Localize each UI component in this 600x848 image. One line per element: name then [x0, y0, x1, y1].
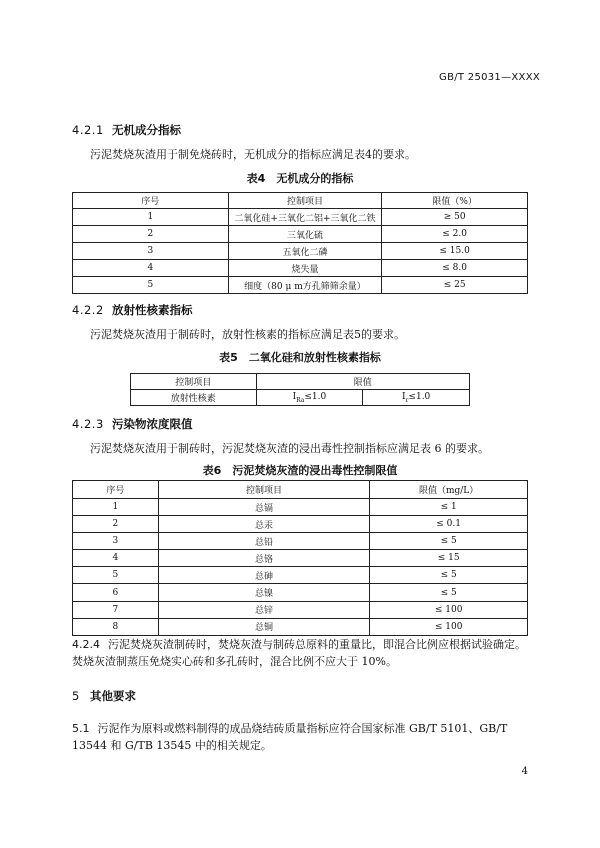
paragraph-4-2-4	[72, 636, 530, 670]
table-cell: $I_{Ra}\le 1.0$	[256, 390, 363, 406]
table-cell: ≤ 5	[370, 567, 528, 584]
header-cell: 序号	[73, 193, 229, 209]
section-title: 其他要求	[90, 689, 136, 703]
table4-caption: 表4 无机成分的指标	[246, 172, 354, 185]
table-row	[73, 584, 528, 601]
table-cell: 6	[73, 584, 159, 601]
table-cell: ≤ 100	[370, 618, 528, 635]
table-row	[73, 618, 528, 635]
table-row	[73, 550, 528, 567]
table-cell: 总镉	[158, 499, 369, 516]
table-cell: 1	[73, 209, 229, 226]
section-title: 放射性核素指标	[112, 303, 193, 317]
header-cell: 控制项目	[228, 193, 382, 209]
paragraph-5-1	[72, 720, 530, 754]
table-row	[73, 209, 528, 226]
section-heading-5	[72, 688, 136, 704]
table-row	[73, 226, 528, 243]
table-cell: 8	[73, 618, 159, 635]
table-cell: 五氧化二磷	[228, 243, 382, 260]
table-cell: 细度（80 μ m方孔筛筛余量）	[228, 277, 382, 294]
table-row	[73, 516, 528, 533]
table-cell: 总锌	[158, 601, 369, 618]
table-cell: 总铬	[158, 550, 369, 567]
section-number: 5	[72, 689, 80, 703]
table-row	[73, 499, 528, 516]
table-cell: $I_r\le 1.0$	[363, 390, 470, 406]
table-cell: ≤ 5	[370, 584, 528, 601]
section-heading-4-2-2	[72, 302, 193, 318]
section-title: 无机成分指标	[112, 123, 181, 137]
table-row	[73, 277, 528, 294]
section-number: 4.2.2	[72, 303, 104, 317]
table-cell: 3	[73, 533, 159, 550]
table-cell: 二氧化硅+三氧化二铝+三氧化二铁	[228, 209, 382, 226]
header-cell: 限值（mg/L）	[370, 481, 528, 499]
table-radionuclides	[130, 373, 470, 406]
section-heading-4-2-3	[72, 416, 193, 432]
section-title: 污染物浓度限值	[112, 417, 193, 431]
section-number: 5.1	[72, 722, 90, 735]
paragraph-text: 污泥焚烧灰渣制砖时，焚烧灰渣与制砖总原料的重量比，即混合比例应根据试验确定。焚烧灰渣制蒸压免烧实心砖和多孔砖时，混合比例不应大于 10%。	[72, 638, 526, 668]
table-cell: 5	[73, 277, 229, 294]
table-cell: ≤ 100	[370, 601, 528, 618]
table-cell: 2	[73, 516, 159, 533]
table-cell: 总汞	[158, 516, 369, 533]
table-cell: 总镍	[158, 584, 369, 601]
table-header-row	[73, 481, 528, 499]
table-row	[73, 260, 528, 277]
table-cell: 5	[73, 567, 159, 584]
table-row	[73, 533, 528, 550]
header-cell: 控制项目	[131, 374, 257, 390]
table-cell: 放射性核素	[131, 390, 257, 406]
table-cell: ≤ 25	[382, 277, 528, 294]
table-cell: ≤ 2.0	[382, 226, 528, 243]
section-heading-4-2-1	[72, 122, 181, 138]
paragraph-4-2-1: 污泥焚烧灰渣用于制免烧砖时，无机成分的指标应满足表4的要求。	[90, 148, 416, 161]
table-cell: 总铜	[158, 618, 369, 635]
table-row	[73, 567, 528, 584]
paragraph-text: 污泥作为原料或燃料制得的成品烧结砖质量指标应符合国家标准 GB/T 5101、GB/T 13544 和 G/TB 13545 中的相关规定。	[72, 722, 508, 752]
table-cell: 7	[73, 601, 159, 618]
table5-caption: 表5 二氧化硅和放射性核素指标	[219, 351, 381, 364]
section-number: 4.2.3	[72, 417, 104, 431]
table-cell: ≤ 15	[370, 550, 528, 567]
table-row	[131, 390, 470, 406]
table-cell: 三氧化硫	[228, 226, 382, 243]
table-cell: 总铅	[158, 533, 369, 550]
page-number: 4	[521, 766, 528, 777]
table-cell: ≤ 0.1	[370, 516, 528, 533]
header-cell: 限值	[256, 374, 469, 390]
table-cell: 烧失量	[228, 260, 382, 277]
table-cell: 总砷	[158, 567, 369, 584]
section-number: 4.2.4	[72, 638, 100, 651]
paragraph-4-2-3: 污泥焚烧灰渣用于制砖时，污泥焚烧灰渣的浸出毒性控制指标应满足表 6 的要求。	[90, 442, 489, 455]
table-leaching-toxicity	[72, 480, 528, 636]
table6-caption: 表6 污泥焚烧灰渣的浸出毒性控制限值	[202, 464, 398, 477]
table-cell: 4	[73, 550, 159, 567]
table-cell: 4	[73, 260, 229, 277]
document-id-header: GB/T 25031—XXXX	[439, 72, 540, 83]
table-cell: ≤ 8.0	[382, 260, 528, 277]
header-cell: 控制项目	[158, 481, 369, 499]
section-number: 4.2.1	[72, 123, 104, 137]
table-inorganic-components	[72, 192, 528, 294]
table-cell: ≤ 5	[370, 533, 528, 550]
header-cell: 限值（%）	[382, 193, 528, 209]
table-cell: ≤ 15.0	[382, 243, 528, 260]
header-cell: 序号	[73, 481, 159, 499]
table-header-row	[73, 193, 528, 209]
table-row	[73, 601, 528, 618]
paragraph-4-2-2: 污泥焚烧灰渣用于制砖时，放射性核素的指标应满足表5的要求。	[90, 328, 405, 341]
table-cell: 2	[73, 226, 229, 243]
table-cell: 3	[73, 243, 229, 260]
table-header-row	[131, 374, 470, 390]
table-cell: ≥ 50	[382, 209, 528, 226]
table-cell: ≤ 1	[370, 499, 528, 516]
table-row	[73, 243, 528, 260]
table-cell: 1	[73, 499, 159, 516]
